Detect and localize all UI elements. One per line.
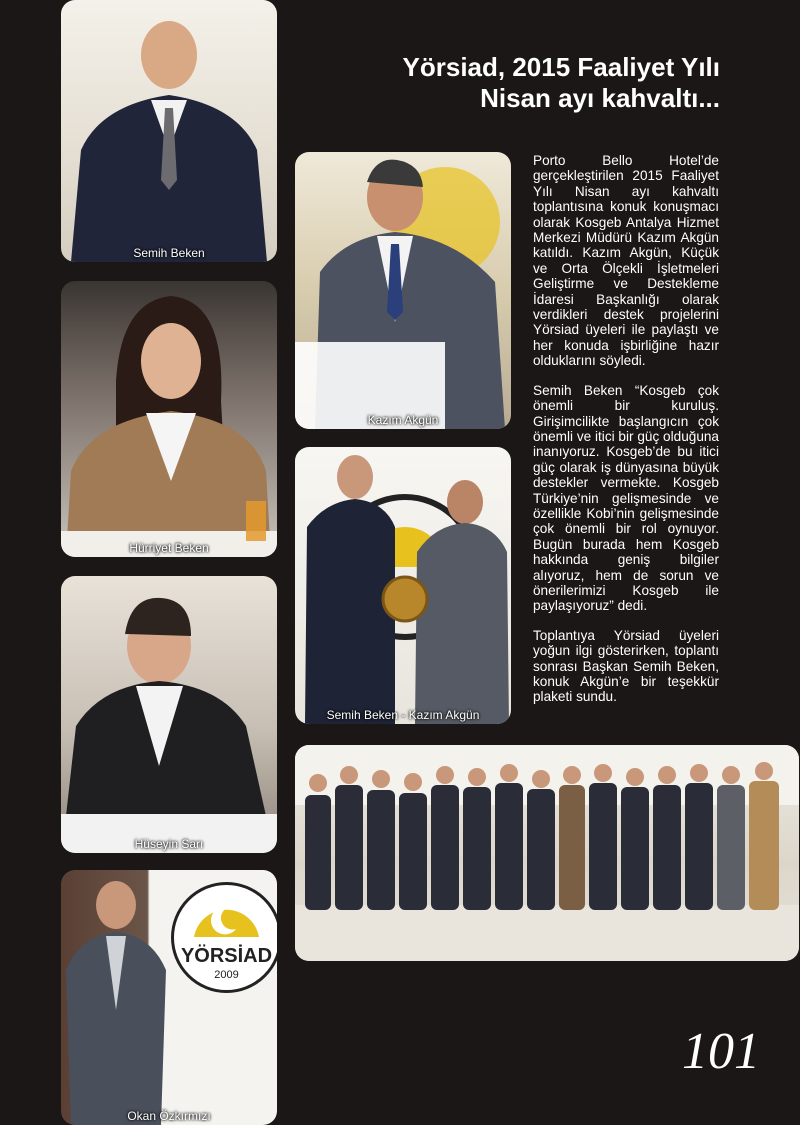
article-title-line-1: Yörsiad, 2015 Faaliyet Yılı (402, 52, 720, 82)
caption-semih-beken: Semih Beken (133, 246, 205, 260)
caption-plaque-presentation: Semih Beken - Kazım Akgün (326, 708, 480, 722)
page-number: 101 (682, 1023, 760, 1080)
article-paragraph: Porto Bello Hotel’de gerçekleştirilen 2015 Faaliyet Yılı Nisan ayı kahvaltı toplantısına konuk konuşmacı olarak Kosgeb Antalya Hizmet Merkezi Müdürü Kazım Akgün katıldı. Kazım Akgün, Küçük ve Orta Ölçekli İşletmeleri Geliştirme ve Destekleme İdaresi Başkanlığı olarak verdikleri destek projelerini Yörsiad üyeleri ile paylaştı ve her konuda işbirliğine hazır olduklarını söyledi. (533, 153, 719, 369)
caption-okan-ozkirmizi: Okan Özkırmızı (127, 1109, 211, 1123)
photo-plaque-presentation (295, 447, 511, 724)
photo-huseyin-sari (61, 576, 277, 853)
portrait-illustration (295, 447, 511, 724)
article-title-line-2: Nisan ayı kahvaltı... (480, 83, 720, 113)
photo-kazim-akgun (295, 152, 511, 429)
caption-hurriyet-beken: Hürriyet Beken (129, 541, 209, 555)
group-illustration (295, 745, 799, 961)
logo-name: YÖRSİAD (180, 945, 273, 967)
photo-okan-ozkirmizi (61, 870, 277, 1125)
portrait-illustration (61, 0, 277, 262)
article-title (320, 52, 720, 114)
yorsiad-logo (171, 882, 277, 993)
article-body (533, 153, 719, 719)
portrait-illustration (61, 281, 277, 557)
logo-year: 2009 (214, 969, 239, 981)
photo-hurriyet-beken (61, 281, 277, 557)
caption-huseyin-sari: Hüseyin Sarı (134, 837, 204, 851)
article-paragraph: Semih Beken “Kosgeb çok önemli bir kuruluş. Girişimcilikte başlangıcın çok önemli ve itici bir güç olduğuna inanıyoruz. Kosgeb’de bu itici güç olarak iş dünyasına büyük destekler vermekte. Kosgeb Türkiye’nin gelişmesinde ve özellikle Kobi’nin gelişmesinde çok önemli bir rol oynuyor. Bugün burada hem Kosgeb hakkında geniş bilgiler alıyoruz, hem de sorun ve önerilerimizi Kosgeb ile paylaşıyoruz” dedi. (533, 382, 719, 614)
photo-semih-beken (61, 0, 277, 262)
portrait-illustration (295, 152, 511, 429)
article-paragraph: Toplantıya Yörsiad üyeleri yoğun ilgi gösterirken, toplantı sonrası Başkan Semih Beken, konuk Akgün’e bir teşekkür plaketi sundu. (533, 627, 719, 705)
caption-kazim-akgun: Kazım Akgün (367, 413, 439, 427)
photo-group (295, 745, 799, 961)
portrait-illustration (61, 576, 277, 853)
